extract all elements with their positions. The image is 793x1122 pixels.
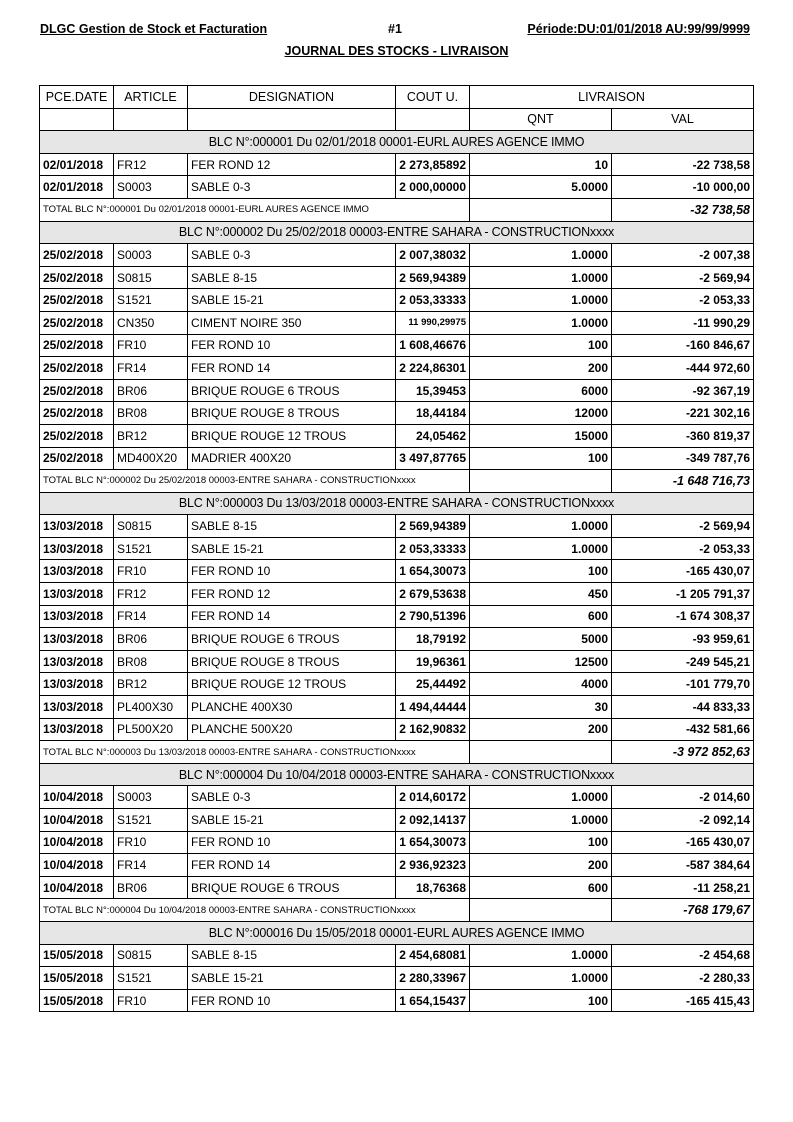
cell-date: 15/05/2018 — [40, 967, 114, 990]
table-row — [40, 718, 754, 741]
table-row — [40, 402, 754, 425]
cell-designation: SABLE 0-3 — [188, 176, 396, 199]
cell-article: S0003 — [114, 244, 188, 267]
cell-val: -2 569,94 — [612, 266, 754, 289]
cell-val: -2 014,60 — [612, 786, 754, 809]
cell-date: 25/02/2018 — [40, 334, 114, 357]
cell-qnt: 10 — [470, 153, 612, 176]
cell-designation: FER ROND 10 — [188, 334, 396, 357]
table-row — [40, 696, 754, 719]
total-label: TOTAL BLC N°:000004 Du 10/04/2018 00003-ENTRE SAHARA - CONSTRUCTIONxxxx — [40, 899, 470, 922]
cell-qnt: 200 — [470, 718, 612, 741]
cell-qnt: 100 — [470, 334, 612, 357]
subheader-row — [40, 108, 754, 131]
cell-article: FR10 — [114, 831, 188, 854]
cell-article: MD400X20 — [114, 447, 188, 470]
group-header-row — [40, 921, 754, 944]
cell-val: -432 581,66 — [612, 718, 754, 741]
cell-designation: FER ROND 14 — [188, 854, 396, 877]
cell-article: FR14 — [114, 357, 188, 380]
cell-article: BR06 — [114, 379, 188, 402]
table-row — [40, 583, 754, 606]
cell-date: 25/02/2018 — [40, 357, 114, 380]
cell-designation: FER ROND 10 — [188, 831, 396, 854]
cell-qnt: 100 — [470, 447, 612, 470]
cell-val: -165 430,07 — [612, 560, 754, 583]
cell-val: -360 819,37 — [612, 424, 754, 447]
group-title: BLC N°:000016 Du 15/05/2018 00001-EURL AURES AGENCE IMMO — [40, 921, 754, 944]
stock-journal-table — [39, 85, 754, 1012]
total-label: TOTAL BLC N°:000001 Du 02/01/2018 00001-EURL AURES AGENCE IMMO — [40, 198, 470, 221]
journal-body — [40, 131, 754, 1012]
cell-article: S0003 — [114, 786, 188, 809]
table-row — [40, 989, 754, 1012]
group-header-row — [40, 492, 754, 515]
cell-designation: FER ROND 14 — [188, 357, 396, 380]
cell-cout: 2 280,33967 — [396, 967, 470, 990]
table-row — [40, 876, 754, 899]
cell-date: 02/01/2018 — [40, 153, 114, 176]
cell-cout: 2 053,33333 — [396, 537, 470, 560]
cell-qnt: 200 — [470, 357, 612, 380]
cell-cout: 1 654,15437 — [396, 989, 470, 1012]
period-label: Période:DU:01/01/2018 AU:99/99/9999 — [527, 22, 750, 36]
cell-qnt: 5.0000 — [470, 176, 612, 199]
cell-qnt: 1.0000 — [470, 266, 612, 289]
cell-article: FR12 — [114, 583, 188, 606]
cell-designation: SABLE 0-3 — [188, 244, 396, 267]
cell-cout: 18,79192 — [396, 628, 470, 651]
cell-qnt: 5000 — [470, 628, 612, 651]
cell-designation: SABLE 8-15 — [188, 515, 396, 538]
table-row — [40, 786, 754, 809]
group-total-row — [40, 899, 754, 922]
group-total-row — [40, 741, 754, 764]
table-row — [40, 515, 754, 538]
table-row — [40, 447, 754, 470]
table-row — [40, 944, 754, 967]
cell-article: FR14 — [114, 854, 188, 877]
total-label: TOTAL BLC N°:000003 Du 13/03/2018 00003-ENTRE SAHARA - CONSTRUCTIONxxxx — [40, 741, 470, 764]
cell-designation: PLANCHE 500X20 — [188, 718, 396, 741]
cell-designation: MADRIER 400X20 — [188, 447, 396, 470]
cell-article: BR08 — [114, 650, 188, 673]
cell-val: -11 990,29 — [612, 311, 754, 334]
cell-article: FR10 — [114, 560, 188, 583]
cell-article: FR10 — [114, 334, 188, 357]
cell-article: BR06 — [114, 876, 188, 899]
group-total-row — [40, 470, 754, 493]
cell-val: -10 000,00 — [612, 176, 754, 199]
table-row — [40, 334, 754, 357]
cell-cout: 11 990,29975 — [396, 311, 470, 334]
report-title: JOURNAL DES STOCKS - LIVRAISON — [284, 44, 509, 58]
cell-designation: BRIQUE ROUGE 6 TROUS — [188, 628, 396, 651]
cell-date: 02/01/2018 — [40, 176, 114, 199]
group-title: BLC N°:000004 Du 10/04/2018 00003-ENTRE SAHARA - CONSTRUCTIONxxxx — [40, 763, 754, 786]
page-number: #1 — [388, 22, 402, 36]
cell-cout: 2 014,60172 — [396, 786, 470, 809]
cell-qnt: 1.0000 — [470, 311, 612, 334]
cell-article: FR14 — [114, 605, 188, 628]
cell-article: BR12 — [114, 673, 188, 696]
cell-qnt: 600 — [470, 605, 612, 628]
cell-cout: 2 679,53638 — [396, 583, 470, 606]
table-row — [40, 650, 754, 673]
table-row — [40, 153, 754, 176]
col-header-date: PCE.DATE — [40, 86, 114, 109]
cell-val: -249 545,21 — [612, 650, 754, 673]
cell-designation: SABLE 15-21 — [188, 809, 396, 832]
cell-article: S1521 — [114, 537, 188, 560]
cell-date: 13/03/2018 — [40, 583, 114, 606]
cell-designation: SABLE 15-21 — [188, 967, 396, 990]
cell-date: 13/03/2018 — [40, 673, 114, 696]
cell-designation: SABLE 0-3 — [188, 786, 396, 809]
cell-date: 25/02/2018 — [40, 424, 114, 447]
total-value: -1 648 716,73 — [612, 470, 754, 493]
cell-cout: 1 494,44444 — [396, 696, 470, 719]
cell-article: PL400X30 — [114, 696, 188, 719]
header-row — [40, 86, 754, 109]
cell-designation: FER ROND 12 — [188, 153, 396, 176]
cell-val: -2 007,38 — [612, 244, 754, 267]
cell-designation: BRIQUE ROUGE 12 TROUS — [188, 673, 396, 696]
cell-val: -22 738,58 — [612, 153, 754, 176]
cell-val: -444 972,60 — [612, 357, 754, 380]
cell-val: -160 846,67 — [612, 334, 754, 357]
cell-cout: 1 654,30073 — [396, 560, 470, 583]
col-header-livraison: LIVRAISON — [470, 86, 754, 109]
table-row — [40, 854, 754, 877]
cell-val: -587 384,64 — [612, 854, 754, 877]
cell-designation: BRIQUE ROUGE 8 TROUS — [188, 650, 396, 673]
total-value: -768 179,67 — [612, 899, 754, 922]
cell-qnt: 200 — [470, 854, 612, 877]
cell-qnt: 450 — [470, 583, 612, 606]
cell-val: -1 674 308,37 — [612, 605, 754, 628]
table-row — [40, 357, 754, 380]
cell-val: -92 367,19 — [612, 379, 754, 402]
cell-qnt: 1.0000 — [470, 786, 612, 809]
table-row — [40, 831, 754, 854]
cell-date: 10/04/2018 — [40, 854, 114, 877]
group-header-row — [40, 221, 754, 244]
total-label: TOTAL BLC N°:000002 Du 25/02/2018 00003-ENTRE SAHARA - CONSTRUCTIONxxxx — [40, 470, 470, 493]
cell-val: -2 053,33 — [612, 537, 754, 560]
cell-date: 25/02/2018 — [40, 289, 114, 312]
cell-designation: BRIQUE ROUGE 12 TROUS — [188, 424, 396, 447]
cell-val: -349 787,76 — [612, 447, 754, 470]
cell-val: -221 302,16 — [612, 402, 754, 425]
col-header-val: VAL — [612, 108, 754, 131]
cell-qnt: 1.0000 — [470, 537, 612, 560]
cell-cout: 18,76368 — [396, 876, 470, 899]
cell-qnt: 100 — [470, 989, 612, 1012]
cell-cout: 19,96361 — [396, 650, 470, 673]
cell-date: 25/02/2018 — [40, 447, 114, 470]
cell-cout: 3 497,87765 — [396, 447, 470, 470]
group-header-row — [40, 763, 754, 786]
cell-article: S0815 — [114, 515, 188, 538]
col-header-cout: COUT U. — [396, 86, 470, 109]
total-value: -3 972 852,63 — [612, 741, 754, 764]
cell-cout: 2 053,33333 — [396, 289, 470, 312]
group-title: BLC N°:000002 Du 25/02/2018 00003-ENTRE SAHARA - CONSTRUCTIONxxxx — [40, 221, 754, 244]
cell-article: S1521 — [114, 289, 188, 312]
cell-date: 13/03/2018 — [40, 718, 114, 741]
table-row — [40, 560, 754, 583]
cell-date: 13/03/2018 — [40, 628, 114, 651]
cell-article: S1521 — [114, 967, 188, 990]
table-row — [40, 289, 754, 312]
cell-article: BR12 — [114, 424, 188, 447]
cell-val: -2 454,68 — [612, 944, 754, 967]
cell-cout: 24,05462 — [396, 424, 470, 447]
table-row — [40, 967, 754, 990]
cell-article: BR08 — [114, 402, 188, 425]
cell-cout: 2 224,86301 — [396, 357, 470, 380]
table-row — [40, 176, 754, 199]
cell-date: 13/03/2018 — [40, 605, 114, 628]
cell-date: 13/03/2018 — [40, 537, 114, 560]
cell-qnt: 100 — [470, 831, 612, 854]
cell-designation: SABLE 8-15 — [188, 944, 396, 967]
cell-cout: 2 569,94389 — [396, 266, 470, 289]
cell-qnt: 1.0000 — [470, 515, 612, 538]
cell-date: 25/02/2018 — [40, 379, 114, 402]
cell-val: -165 415,43 — [612, 989, 754, 1012]
col-header-qnt: QNT — [470, 108, 612, 131]
group-header-row — [40, 131, 754, 154]
cell-designation: BRIQUE ROUGE 6 TROUS — [188, 876, 396, 899]
cell-cout: 2 162,90832 — [396, 718, 470, 741]
cell-qnt: 1.0000 — [470, 944, 612, 967]
cell-cout: 18,44184 — [396, 402, 470, 425]
cell-cout: 15,39453 — [396, 379, 470, 402]
cell-cout: 2 092,14137 — [396, 809, 470, 832]
cell-val: -11 258,21 — [612, 876, 754, 899]
cell-article: S0815 — [114, 944, 188, 967]
cell-date: 25/02/2018 — [40, 402, 114, 425]
cell-designation: BRIQUE ROUGE 6 TROUS — [188, 379, 396, 402]
cell-date: 13/03/2018 — [40, 696, 114, 719]
cell-qnt: 1.0000 — [470, 244, 612, 267]
cell-cout: 1 654,30073 — [396, 831, 470, 854]
cell-designation: SABLE 8-15 — [188, 266, 396, 289]
cell-qnt: 15000 — [470, 424, 612, 447]
cell-date: 25/02/2018 — [40, 311, 114, 334]
cell-cout: 2 000,00000 — [396, 176, 470, 199]
cell-designation: PLANCHE 400X30 — [188, 696, 396, 719]
table-row — [40, 424, 754, 447]
total-value: -32 738,58 — [612, 198, 754, 221]
cell-qnt: 600 — [470, 876, 612, 899]
cell-val: -2 053,33 — [612, 289, 754, 312]
cell-designation: FER ROND 12 — [188, 583, 396, 606]
cell-val: -1 205 791,37 — [612, 583, 754, 606]
cell-date: 10/04/2018 — [40, 831, 114, 854]
table-row — [40, 244, 754, 267]
table-row — [40, 266, 754, 289]
cell-designation: FER ROND 14 — [188, 605, 396, 628]
cell-date: 10/04/2018 — [40, 809, 114, 832]
cell-designation: CIMENT NOIRE 350 — [188, 311, 396, 334]
cell-cout: 2 007,38032 — [396, 244, 470, 267]
cell-val: -2 569,94 — [612, 515, 754, 538]
cell-article: S1521 — [114, 809, 188, 832]
cell-date: 13/03/2018 — [40, 650, 114, 673]
cell-article: FR10 — [114, 989, 188, 1012]
cell-designation: SABLE 15-21 — [188, 289, 396, 312]
cell-val: -2 092,14 — [612, 809, 754, 832]
table-row — [40, 379, 754, 402]
cell-cout: 25,44492 — [396, 673, 470, 696]
table-row — [40, 628, 754, 651]
cell-designation: FER ROND 10 — [188, 989, 396, 1012]
cell-val: -101 779,70 — [612, 673, 754, 696]
cell-designation: FER ROND 10 — [188, 560, 396, 583]
col-header-designation: DESIGNATION — [188, 86, 396, 109]
cell-cout: 2 454,68081 — [396, 944, 470, 967]
cell-date: 13/03/2018 — [40, 515, 114, 538]
cell-val: -2 280,33 — [612, 967, 754, 990]
cell-qnt: 1.0000 — [470, 809, 612, 832]
cell-article: BR06 — [114, 628, 188, 651]
cell-qnt: 1.0000 — [470, 289, 612, 312]
cell-val: -44 833,33 — [612, 696, 754, 719]
cell-cout: 2 569,94389 — [396, 515, 470, 538]
cell-cout: 2 273,85892 — [396, 153, 470, 176]
cell-article: CN350 — [114, 311, 188, 334]
cell-article: S0003 — [114, 176, 188, 199]
cell-qnt: 30 — [470, 696, 612, 719]
cell-date: 10/04/2018 — [40, 876, 114, 899]
group-title: BLC N°:000003 Du 13/03/2018 00003-ENTRE SAHARA - CONSTRUCTIONxxxx — [40, 492, 754, 515]
cell-qnt: 1.0000 — [470, 967, 612, 990]
cell-cout: 2 936,92323 — [396, 854, 470, 877]
cell-date: 10/04/2018 — [40, 786, 114, 809]
cell-designation: SABLE 15-21 — [188, 537, 396, 560]
cell-date: 15/05/2018 — [40, 944, 114, 967]
cell-qnt: 12500 — [470, 650, 612, 673]
cell-qnt: 12000 — [470, 402, 612, 425]
cell-cout: 1 608,46676 — [396, 334, 470, 357]
cell-designation: BRIQUE ROUGE 8 TROUS — [188, 402, 396, 425]
cell-qnt: 100 — [470, 560, 612, 583]
cell-qnt: 6000 — [470, 379, 612, 402]
col-header-article: ARTICLE — [114, 86, 188, 109]
cell-date: 15/05/2018 — [40, 989, 114, 1012]
cell-article: S0815 — [114, 266, 188, 289]
table-row — [40, 809, 754, 832]
cell-date: 25/02/2018 — [40, 266, 114, 289]
table-row — [40, 311, 754, 334]
table-row — [40, 537, 754, 560]
cell-qnt: 4000 — [470, 673, 612, 696]
cell-article: FR12 — [114, 153, 188, 176]
cell-date: 25/02/2018 — [40, 244, 114, 267]
cell-val: -93 959,61 — [612, 628, 754, 651]
cell-article: PL500X20 — [114, 718, 188, 741]
cell-val: -165 430,07 — [612, 831, 754, 854]
table-row — [40, 673, 754, 696]
cell-date: 13/03/2018 — [40, 560, 114, 583]
group-title: BLC N°:000001 Du 02/01/2018 00001-EURL AURES AGENCE IMMO — [40, 131, 754, 154]
table-row — [40, 605, 754, 628]
group-total-row — [40, 198, 754, 221]
app-title: DLGC Gestion de Stock et Facturation — [40, 22, 268, 36]
cell-cout: 2 790,51396 — [396, 605, 470, 628]
